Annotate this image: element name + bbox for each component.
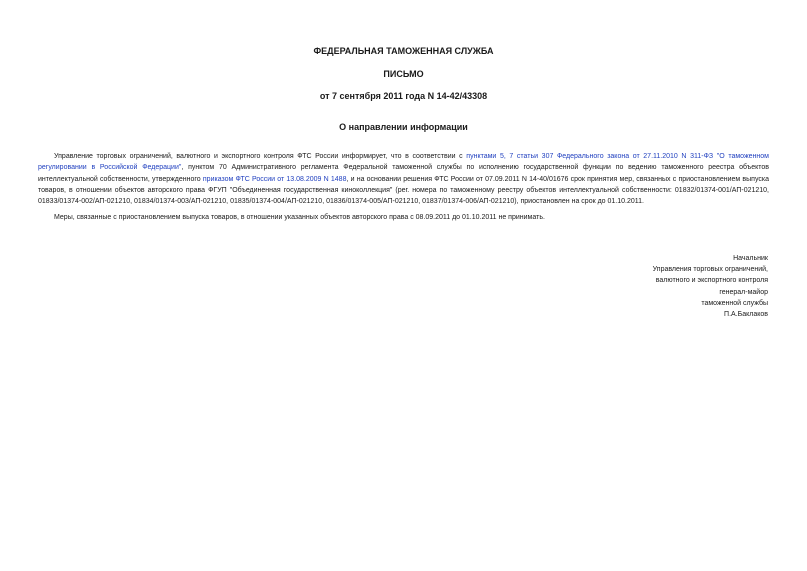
signature-name: П.А.Баклаков bbox=[724, 311, 768, 319]
signature-department: Управления торговых ограничений, bbox=[652, 266, 768, 274]
signature-service: таможенной службы bbox=[701, 299, 768, 307]
document-date-number: от 7 сентября 2011 года N 14-42/43308 bbox=[319, 91, 488, 101]
paragraph-main-text-2: , пунктом 70 Административного регламента Федеральной таможенной службы по исполнению государственной функции по ведению таможенного реестра объектов интеллектуальной собственности, утвержденного bbox=[38, 164, 769, 183]
paragraph-main-text-1: Управление торговых ограничений, валютного и экспортного контроля ФТС России информирует, что в соответствии с bbox=[54, 153, 467, 160]
signature-block bbox=[653, 253, 768, 320]
paragraph-main bbox=[38, 151, 769, 207]
organization-title: ФЕДЕРАЛЬНАЯ ТАМОЖЕННАЯ СЛУЖБА bbox=[313, 46, 494, 56]
document-type: ПИСЬМО bbox=[383, 69, 424, 79]
law-311-fz-link[interactable]: пунктами 5, 7 статьи 307 Федерального закона от 27.11.2010 N 311-ФЗ "О таможенном регулировании в Российской Федерации" bbox=[38, 153, 769, 172]
document-subject: О направлении информации bbox=[339, 122, 468, 132]
signature-rank: генерал-майор bbox=[719, 288, 768, 296]
signature-department-cont: валютного и экспортного контроля bbox=[655, 277, 768, 285]
signature-position: Начальник bbox=[733, 255, 768, 262]
paragraph-measures: Меры, связанные с приостановлением выпуска товаров, в отношении указанных объектов авторского права с 08.09.2011 до 01.10.2011 не принимать. bbox=[54, 214, 545, 221]
paragraph-main-text-3: , и на основании решения ФТС России от 07.09.2011 N 14-40/01676 срок принятия мер, связанных с приостановлением выпуска товаров, в отношении объектов авторского права ФГУП "Объединенная государственная киноколлекция" (рег. номера по таможенному реестру объектов интеллектуальной собственности: 01832/01374-001/АП-021210, 01833/01374-002/АП-021210, 01834/01374-003/АП-021210, 01835/01374-004/АП-021210, 01836/01374-005/АП-021210, 01837/01374-006/АП-021210), приостановлен на срок до 01.10.2011. bbox=[38, 175, 769, 206]
order-1488-link[interactable]: приказом ФТС России от 13.08.2009 N 1488 bbox=[202, 175, 347, 183]
